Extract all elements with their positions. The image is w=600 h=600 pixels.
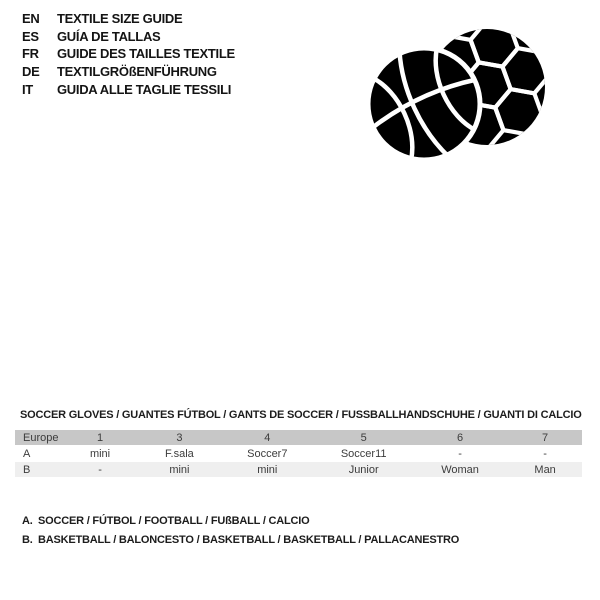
- header-cell-size-1: 1: [96, 431, 104, 444]
- row-b-cell-6: Man: [534, 463, 556, 476]
- row-a-cell-6: -: [543, 447, 547, 460]
- row-a-cell-3: Soccer7: [247, 447, 288, 460]
- lang-row-es: [22, 28, 235, 46]
- row-a-cell-5: -: [458, 447, 462, 460]
- row-b-label: B: [23, 463, 31, 476]
- header-cell-size-4: 4: [264, 431, 271, 444]
- size-table-title: SOCCER GLOVES / GUANTES FÚTBOL / GANTS DE SOCCER / FUSSBALLHANDSCHUHE / GUANTI DI CALCIO: [20, 409, 582, 421]
- lang-row-de: [22, 63, 235, 81]
- footnote-b: [22, 531, 459, 550]
- table-row-b: [15, 462, 582, 477]
- footnote-a: [22, 512, 459, 531]
- footnotes: [22, 512, 459, 549]
- row-a-cell-2: F.sala: [165, 447, 194, 460]
- lang-row-fr: [22, 45, 235, 63]
- size-table: [15, 429, 582, 478]
- row-a-cell-1: mini: [89, 447, 111, 460]
- row-b-cell-3: mini: [257, 463, 278, 476]
- row-b-cell-1: -: [98, 463, 102, 476]
- row-a-cell-4: Soccer11: [340, 447, 387, 460]
- lang-label-de: TEXTILGRÖßENFÜHRUNG: [57, 64, 217, 80]
- table-row-a: [15, 446, 582, 461]
- lang-code-it: IT: [22, 81, 33, 97]
- footnote-b-label: B.: [22, 533, 33, 546]
- lang-row-it: [22, 80, 235, 98]
- row-a-label: A: [23, 447, 31, 460]
- row-b-cell-2: mini: [169, 463, 190, 476]
- basketball-and-soccer-ball-icon: [363, 22, 549, 168]
- lang-code-en: EN: [22, 11, 40, 27]
- header-cell-size-3: 3: [176, 431, 183, 444]
- footnote-b-text: BASKETBALL / BALONCESTO / BASKETBALL / BASKETBALL / PALLACANESTRO: [38, 533, 460, 546]
- header-cell-size-5: 5: [360, 431, 367, 444]
- lang-row-en: [22, 10, 235, 28]
- header-cell-europe: Europe: [23, 431, 59, 444]
- lang-label-it: GUIDA ALLE TAGLIE TESSILI: [57, 81, 232, 97]
- language-guide-list: [22, 10, 235, 98]
- lang-label-fr: GUIDE DES TAILLES TEXTILE: [57, 46, 235, 62]
- row-b-cell-4: Junior: [348, 463, 379, 476]
- lang-label-en: TEXTILE SIZE GUIDE: [57, 11, 183, 27]
- lang-code-de: DE: [22, 64, 40, 80]
- lang-code-es: ES: [22, 28, 39, 44]
- footnote-a-text: SOCCER / FÚTBOL / FOOTBALL / FUßBALL / CALCIO: [38, 515, 310, 528]
- row-b-cell-5: Woman: [441, 463, 479, 476]
- footnote-a-label: A.: [22, 515, 33, 528]
- lang-label-es: GUÍA DE TALLAS: [57, 28, 161, 44]
- header-cell-size-6: 6: [456, 431, 464, 444]
- lang-code-fr: FR: [22, 46, 39, 62]
- size-table-header-row: [15, 430, 582, 445]
- header-cell-size-7: 7: [542, 431, 549, 444]
